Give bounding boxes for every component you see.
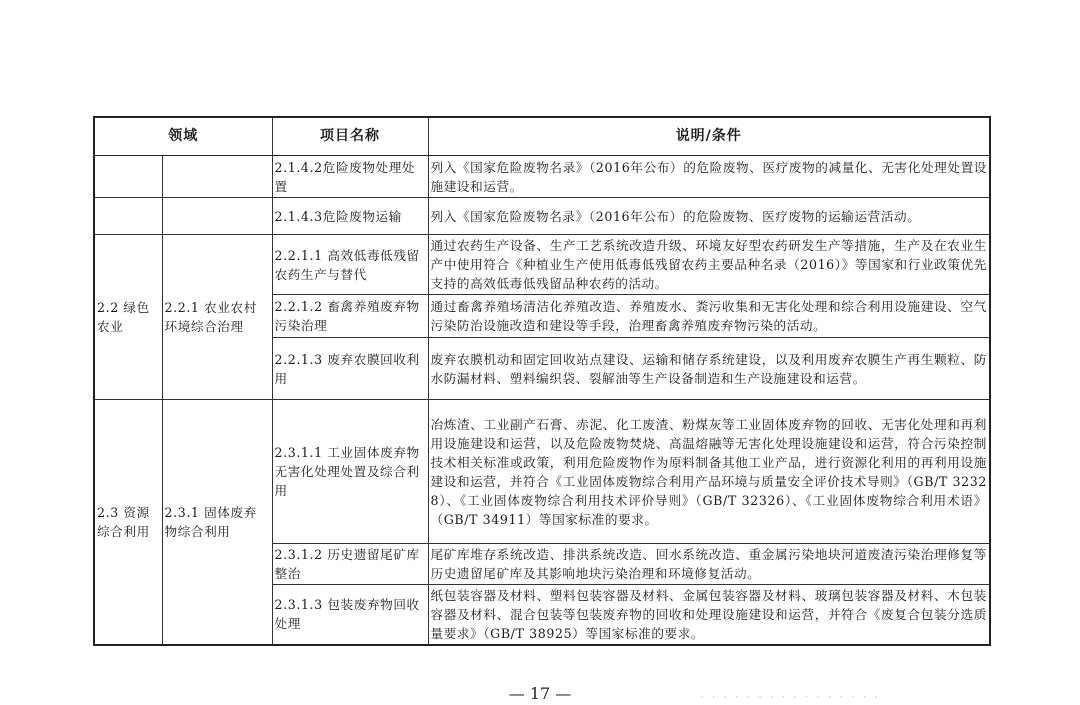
header-domain: 领域 bbox=[94, 117, 272, 156]
header-project-name: 项目名称 bbox=[272, 117, 428, 156]
project-cell: 2.2.1.1 高效低毒低残留农药生产与替代 bbox=[272, 235, 428, 295]
project-cell: 2.1.4.2危险废物处理处置 bbox=[272, 156, 428, 198]
description-cell: 通过农药生产设备、生产工艺系统改造升级、环境友好型农药研发生产等措施，生产及在农业生产中使用符合《种植业生产使用低毒低残留农药主要品种名录（2016）》等国家和行业政策优先支持的高效低毒低残留品种农药的活动。 bbox=[428, 235, 990, 295]
table-row bbox=[94, 235, 990, 295]
table-row bbox=[94, 400, 990, 544]
subdomain-cell: 2.2.1 农业农村环境综合治理 bbox=[162, 235, 272, 400]
project-cell: 2.1.4.3危险废物运输 bbox=[272, 198, 428, 235]
table-header-row bbox=[94, 117, 990, 156]
description-cell: 尾矿库堆存系统改造、排洪系统改造、回水系统改造、重金属污染地块河道废渣污染治理修复等历史遗留尾矿库及其影响地块污染治理和环境修复活动。 bbox=[428, 544, 990, 585]
project-cell: 2.2.1.2 畜禽养殖废弃物污染治理 bbox=[272, 295, 428, 338]
subdomain-cell: 2.3.1 固体废弃物综合利用 bbox=[162, 400, 272, 645]
table-row bbox=[94, 156, 990, 198]
domain-cell-empty bbox=[94, 156, 162, 198]
subdomain-cell-empty bbox=[162, 156, 272, 198]
green-industry-catalog-table bbox=[93, 116, 991, 646]
description-cell: 列入《国家危险废物名录》（2016年公布）的危险废物、医疗废物的减量化、无害化处理处置设施建设和运营。 bbox=[428, 156, 990, 198]
project-cell: 2.3.1.1 工业固体废弃物无害化处理处置及综合利用 bbox=[272, 400, 428, 544]
description-cell: 冶炼渣、工业副产石膏、赤泥、化工废渣、粉煤灰等工业固体废弃物的回收、无害化处理和再利用设施建设和运营，以及危险废物焚烧、高温熔融等无害化处理设施建设和运营，符合污染控制技术相关标准或政策，利用危险废物作为原料制备其他工业产品，进行资源化利用的再利用设施建设和运营，并符合《工业固体废物综合利用产品环境与质量安全评价技术导则》（GB/T 32328）、《工业固体废物综合利用技术评价导则》（GB/T 32326）、《工业固体废物综合利用术语》（GB/T 34911）等国家标准的要求。 bbox=[428, 400, 990, 544]
subdomain-cell-empty bbox=[162, 198, 272, 235]
domain-cell-empty bbox=[94, 198, 162, 235]
description-cell: 列入《国家危险废物名录》（2016年公布）的危险废物、医疗废物的运输运营活动。 bbox=[428, 198, 990, 235]
project-cell: 2.2.1.3 废弃农膜回收利用 bbox=[272, 338, 428, 400]
description-cell: 通过畜禽养殖场清洁化养殖改造、养殖废水、粪污收集和无害化处理和综合利用设施建设、空气污染防治设施改造和建设等手段，治理畜禽养殖废弃物污染的活动。 bbox=[428, 295, 990, 338]
project-cell: 2.3.1.2 历史遗留尾矿库整治 bbox=[272, 544, 428, 585]
description-cell: 纸包装容器及材料、塑料包装容器及材料、金属包装容器及材料、玻璃包装容器及材料、木包装容器及材料、混合包装等包装废弃物的回收和处理设施建设和运营，并符合《废复合包装分选质量要求》（GB/T 38925）等国家标准的要求。 bbox=[428, 585, 990, 645]
table-row bbox=[94, 198, 990, 235]
domain-cell: 2.2 绿色农业 bbox=[94, 235, 162, 400]
page-number: — 17 — bbox=[508, 684, 572, 703]
domain-cell: 2.3 资源综合利用 bbox=[94, 400, 162, 645]
description-cell: 废弃农膜机动和固定回收站点建设、运输和储存系统建设，以及利用废弃农膜生产再生颗粒、防水防漏材料、塑料编织袋、裂解油等生产设备制造和生产设施建设和运营。 bbox=[428, 338, 990, 400]
header-description: 说明/条件 bbox=[428, 117, 990, 156]
watermark-text: · · · · · · · · · · · · · · · · bbox=[700, 690, 881, 704]
project-cell: 2.3.1.3 包装废弃物回收处理 bbox=[272, 585, 428, 645]
